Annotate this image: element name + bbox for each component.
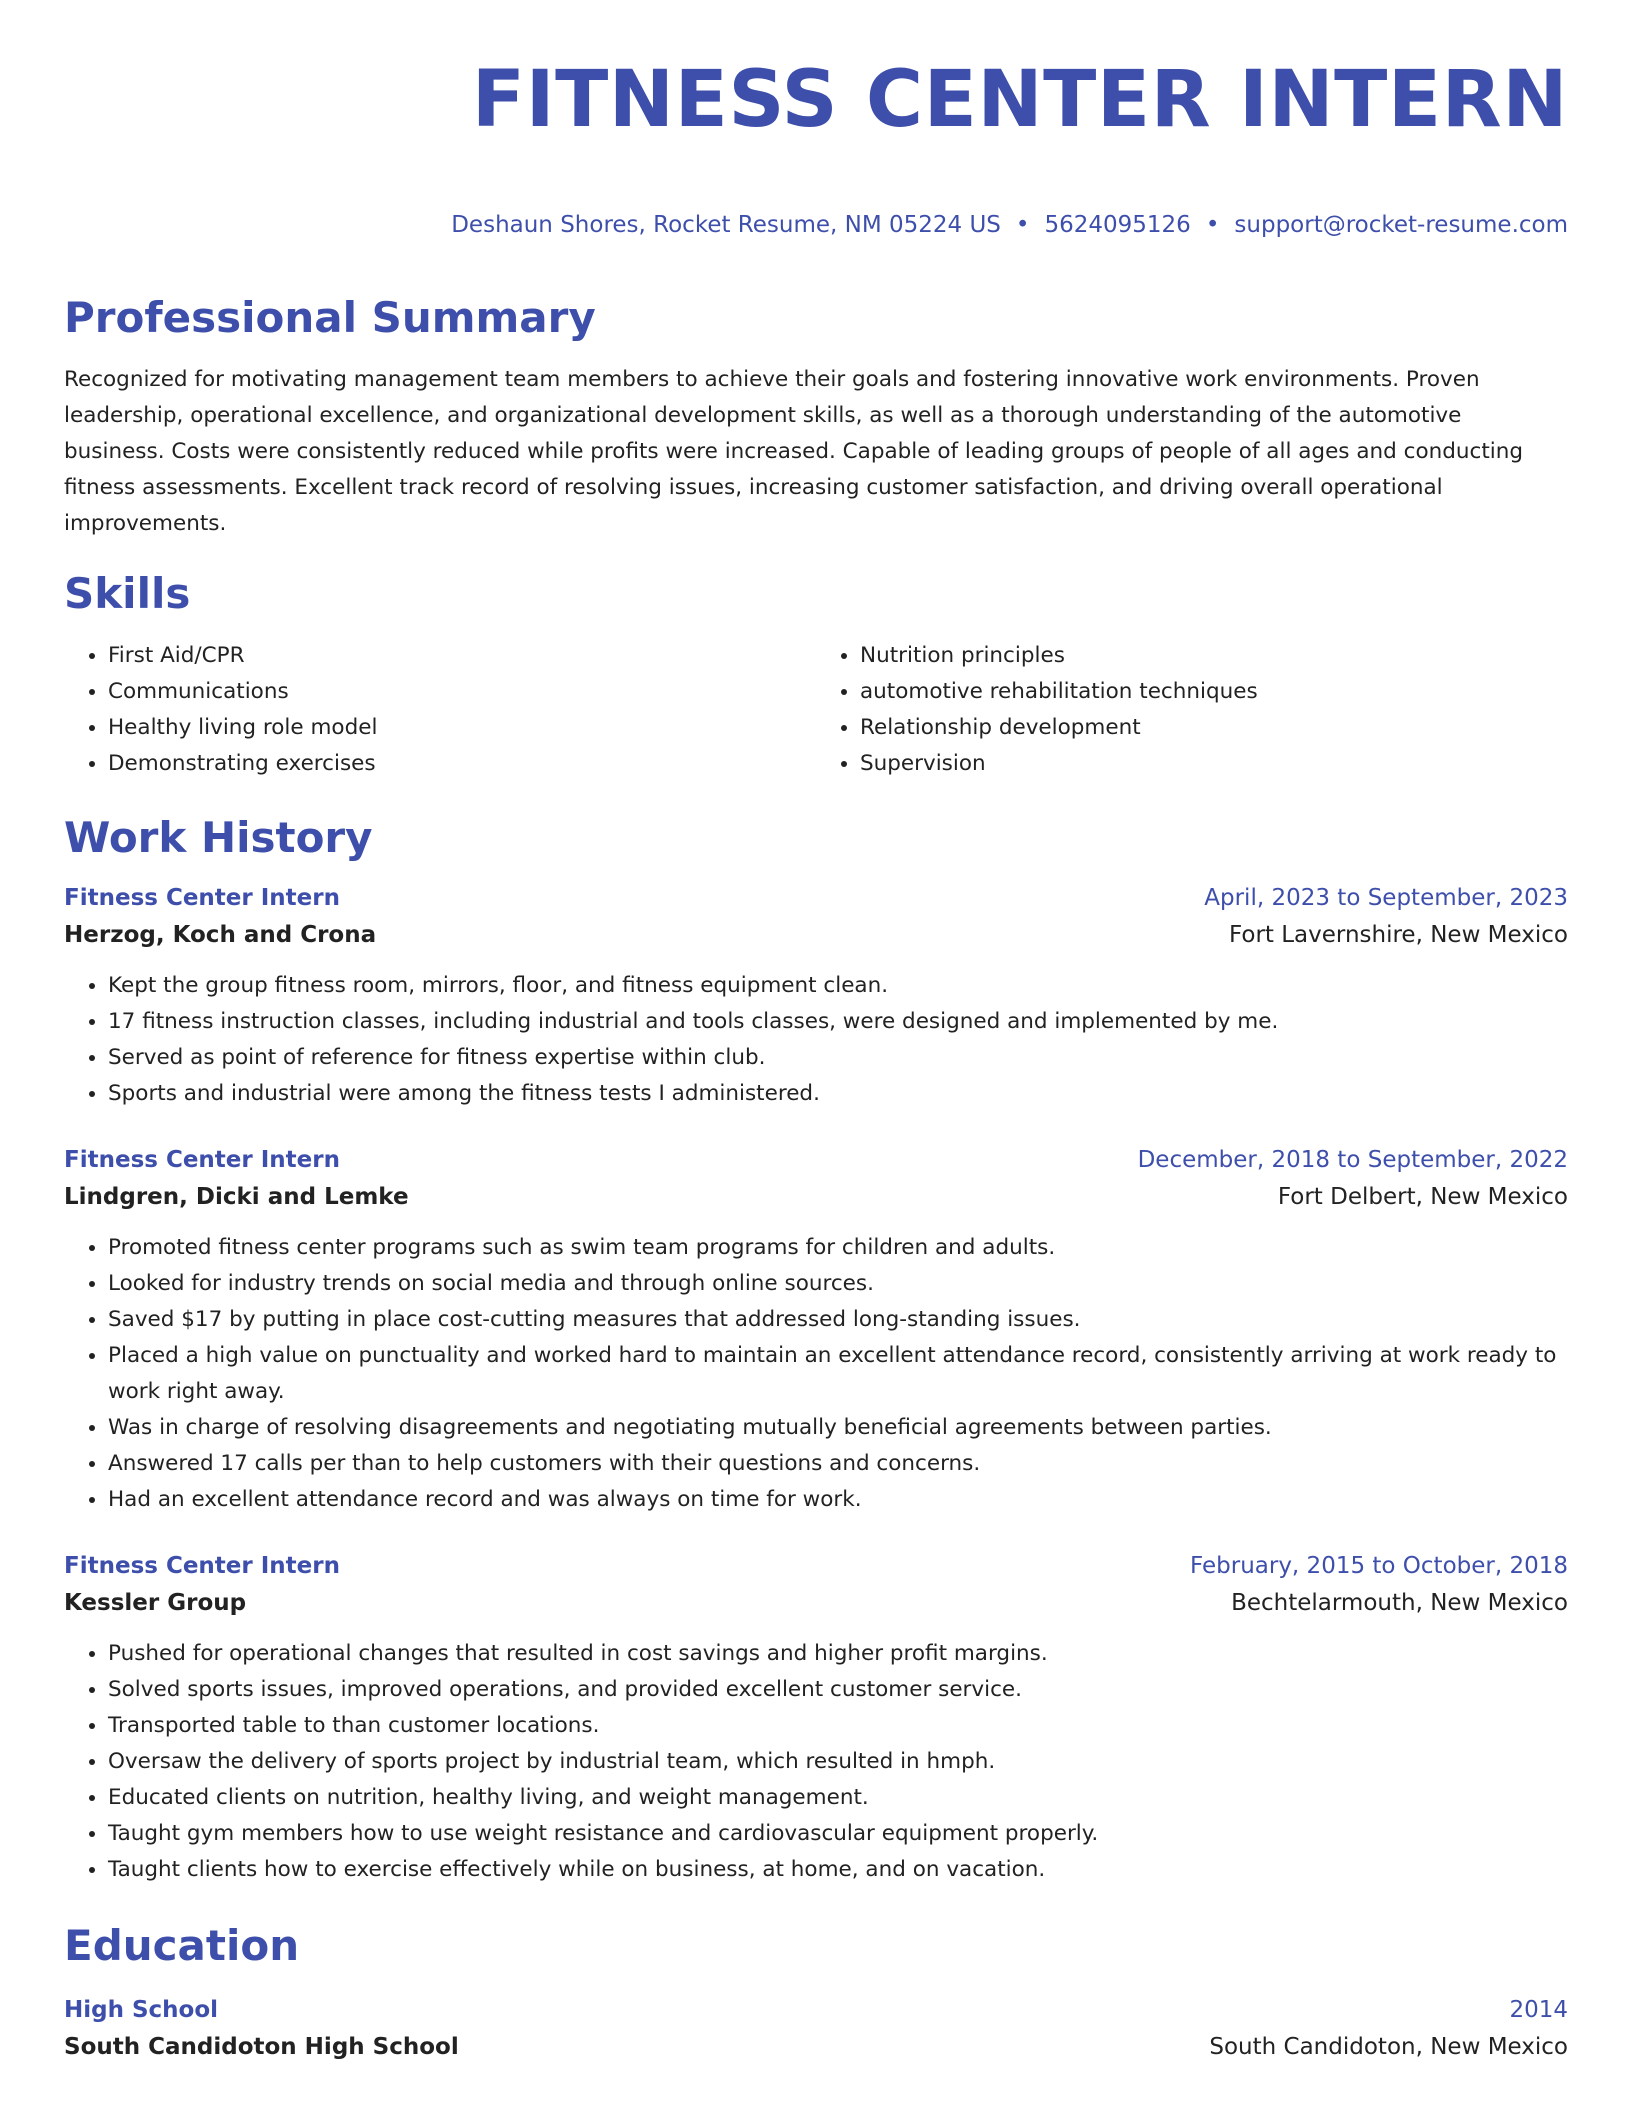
job-bullets: [64, 1636, 1568, 1888]
job-title: Fitness Center Intern: [64, 1147, 340, 1173]
skill-item: • Demonstrating exercises: [108, 746, 816, 782]
job-location: Fort Delbert, New Mexico: [1277, 1184, 1568, 1210]
job-dates: December, 2018 to September, 2022: [1137, 1147, 1568, 1173]
job-bullet: • Pushed for operational changes that resulted in cost savings and higher profit margins.: [108, 1636, 1568, 1672]
job-entry: [64, 880, 1568, 1112]
job-bullet: • Served as point of reference for fitness expertise within club.: [108, 1040, 1568, 1076]
separator-dot: •: [1205, 212, 1220, 238]
job-bullet: • Taught gym members how to use weight resistance and cardiovascular equipment properly.: [108, 1816, 1568, 1852]
education-heading: Education: [64, 1921, 300, 1970]
skill-item: • Nutrition principles: [860, 638, 1568, 674]
job-bullet: • Placed a high value on punctuality and worked hard to maintain an excellent attendance record, consistently arriving at work ready to work right away.: [108, 1338, 1568, 1410]
contact-line: [64, 208, 1568, 242]
job-bullet: • Oversaw the delivery of sports project by industrial team, which resulted in hmph.: [108, 1744, 1568, 1780]
skills-column-right: [816, 638, 1568, 782]
skills-heading: Skills: [64, 569, 191, 618]
candidate-name: FITNESS CENTER INTERN: [471, 55, 1568, 145]
job-bullet: • Saved $17 by putting in place cost-cutting measures that addressed long-standing issues.: [108, 1302, 1568, 1338]
summary-text: Recognized for motivating management team members to achieve their goals and fostering innovative work environments. Proven leadership, operational excellence, and organizational development skills, as well as a thorough understanding of the automotive business. Costs were consistently reduced while profits were increased. Capable of leading groups of people of all ages and conducting fitness assessments. Excellent track record of resolving issues, increasing customer satisfaction, and driving overall operational improvements.: [64, 367, 1523, 536]
job-bullet: • Promoted fitness center programs such as swim team programs for children and adults.: [108, 1230, 1568, 1266]
job-bullet: • Looked for industry trends on social media and through online sources.: [108, 1266, 1568, 1302]
skill-item: • automotive rehabilitation techniques: [860, 674, 1568, 710]
skill-item: • Supervision: [860, 746, 1568, 782]
company-name: Lindgren, Dicki and Lemke: [64, 1184, 409, 1210]
job-entry: [64, 1548, 1568, 1888]
separator-dot: •: [1015, 212, 1030, 238]
skill-item: • Healthy living role model: [108, 710, 816, 746]
graduation-year: 2014: [1509, 1997, 1568, 2023]
company-name: Herzog, Koch and Crona: [64, 922, 377, 948]
job-bullets: [64, 1230, 1568, 1518]
job-bullet: • Educated clients on nutrition, healthy living, and weight management.: [108, 1780, 1568, 1816]
degree: High School: [64, 1997, 219, 2023]
job-bullet: • Answered 17 calls per than to help customers with their questions and concerns.: [108, 1446, 1568, 1482]
job-bullet: • Transported table to than customer locations.: [108, 1708, 1568, 1744]
job-dates: February, 2015 to October, 2018: [1190, 1553, 1568, 1579]
job-bullet: • Taught clients how to exercise effectively while on business, at home, and on vacation.: [108, 1852, 1568, 1888]
work-history-heading: Work History: [64, 813, 373, 862]
job-bullet: • Sports and industrial were among the fitness tests I administered.: [108, 1076, 1568, 1112]
job-bullet: • Had an excellent attendance record and was always on time for work.: [108, 1482, 1568, 1518]
job-dates: April, 2023 to September, 2023: [1204, 885, 1568, 911]
company-name: Kessler Group: [64, 1590, 247, 1616]
contact-address: Deshaun Shores, Rocket Resume, NM 05224 US: [451, 212, 1001, 238]
job-bullet: • Solved sports issues, improved operations, and provided excellent customer service.: [108, 1672, 1568, 1708]
job-bullet: • Kept the group fitness room, mirrors, floor, and fitness equipment clean.: [108, 968, 1568, 1004]
job-bullet: • 17 fitness instruction classes, including industrial and tools classes, were designed and implemented by me.: [108, 1004, 1568, 1040]
skill-item: • Communications: [108, 674, 816, 710]
job-entry: [64, 1142, 1568, 1518]
summary-heading: Professional Summary: [64, 293, 596, 342]
job-bullet: • Was in charge of resolving disagreements and negotiating mutually beneficial agreements between parties.: [108, 1410, 1568, 1446]
job-location: Bechtelarmouth, New Mexico: [1231, 1590, 1568, 1616]
contact-email[interactable]: support@rocket-resume.com: [1234, 212, 1568, 238]
job-title: Fitness Center Intern: [64, 885, 340, 911]
contact-phone: 5624095126: [1044, 212, 1191, 238]
job-bullets: [64, 968, 1568, 1112]
school-name: South Candidoton High School: [64, 2034, 459, 2060]
skills-list: [64, 638, 1568, 782]
job-title: Fitness Center Intern: [64, 1553, 340, 1579]
skill-item: • First Aid/CPR: [108, 638, 816, 674]
skills-column-left: [64, 638, 816, 782]
school-location: South Candidoton, New Mexico: [1209, 2034, 1568, 2060]
skill-item: • Relationship development: [860, 710, 1568, 746]
job-location: Fort Lavernshire, New Mexico: [1228, 922, 1568, 948]
education-entry: [64, 1992, 1568, 2066]
